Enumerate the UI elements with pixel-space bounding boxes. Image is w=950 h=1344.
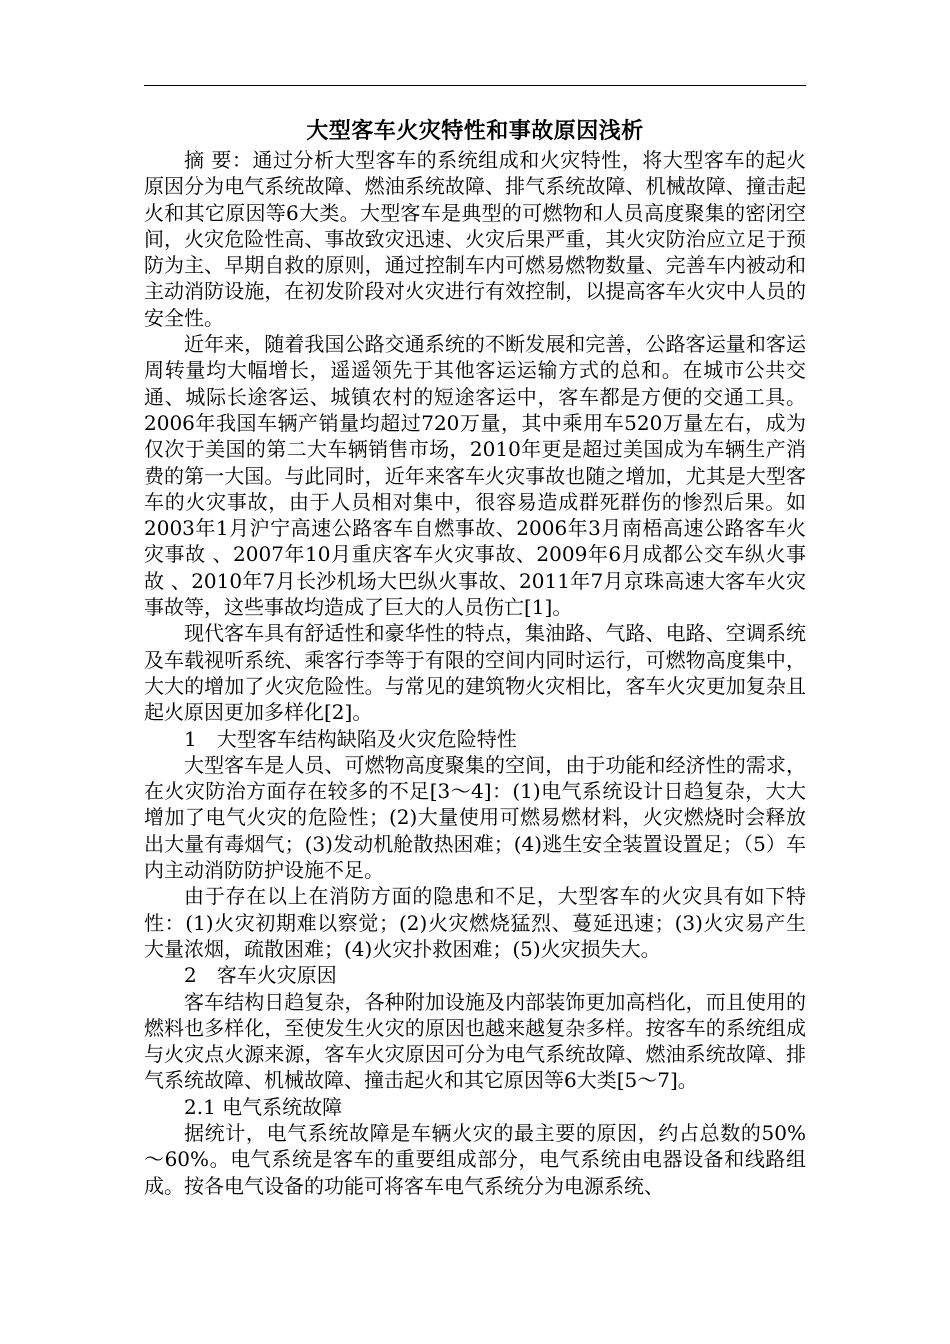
document-body bbox=[144, 117, 806, 1199]
document-title: 大型客车火灾特性和事故原因浅析 bbox=[306, 119, 644, 144]
section-1-paragraph-1: 大型客车是人员、可燃物高度聚集的空间，由于功能和经济性的需求，在火灾防治方面存在较多的不足[3～4]：(1)电气系统设计日趋复杂，大大增加了电气火灾的危险性；(2)大量使用可燃易燃材料，火灾燃烧时会释放出大量有毒烟气；(3)发动机舱散热困难；(4)逃生安全装置设置足；（5）车内主动消防防护设施不足。 bbox=[144, 752, 806, 883]
section-2-1-paragraph-1: 据统计，电气系统故障是车辆火灾的最主要的原因，约占总数的50%～60%。电气系统是客车的重要组成部分，电气系统由电器设备和线路组成。按各电气设备的功能可将客车电气系统分为电源系统、 bbox=[144, 1120, 806, 1198]
section-2-heading: 2 客车火灾原因 bbox=[184, 963, 337, 988]
intro-paragraph-2: 现代客车具有舒适性和豪华性的特点，集油路、气路、电路、空调系统及车载视听系统、乘客行李等于有限的空间内同时运行，可燃物高度集中，大大的增加了火灾危险性。与常见的建筑物火灾相比，客车火灾更加复杂且起火原因更加多样化[2]。 bbox=[144, 621, 806, 725]
section-2-1-heading: 2.1 电气系统故障 bbox=[184, 1094, 343, 1119]
abstract-paragraph: 摘 要：通过分析大型客车的系统组成和火灾特性，将大型客车的起火原因分为电气系统故障、燃油系统故障、排气系统故障、机械故障、撞击起火和其它原因等6大类。大型客车是典型的可燃物和人员高度聚集的密闭空间，火灾危险性高、事故致灾迅速、火灾后果严重，其火灾防治应立足于预防为主、早期自救的原则，通过控制车内可燃易燃物数量、完善车内被动和主动消防设施，在初发阶段对火灾进行有效控制，以提高客车火灾中人员的安全性。 bbox=[144, 148, 806, 330]
intro-paragraph-1: 近年来，随着我国公路交通系统的不断发展和完善，公路客运量和客运周转量均大幅增长，遥遥领先于其他客运运输方式的总和。在城市公共交通、城际长途客运、城镇农村的短途客运中，客车都是方便的交通工具。2006年我国车辆产销量均超过720万量，其中乘用车520万量左右，成为仅次于美国的第二大车辆销售市场，2010年更是超过美国成为车辆生产消费的第一大国。与此同时，近年来客车火灾事故也随之增加，尤其是大型客车的火灾事故，由于人员相对集中，很容易造成群死群伤的惨烈后果。如2003年1月沪宁高速公路客车自燃事故、2006年3月南梧高速公路客车火灾事故 、2007年10月重庆客车火灾事故、2009年6月成都公交车纵火事故 、2010年7月长沙机场大巴纵火事故、2011年7月京珠高速大客车火灾事故等，这些事故均造成了巨大的人员伤亡[1]。 bbox=[144, 332, 806, 620]
section-2-paragraph-1: 客车结构日趋复杂，各种附加设施及内部装饰更加高档化，而且使用的燃料也多样化，至使发生火灾的原因也越来越复杂多样。按客车的系统组成与火灾点火源来源，客车火灾原因可分为电气系统故障、燃油系统故障、排气系统故障、机械故障、撞击起火和其它原因等6大类[5～7]。 bbox=[144, 989, 806, 1093]
header-rule bbox=[144, 85, 806, 86]
section-1-paragraph-2: 由于存在以上在消防方面的隐患和不足，大型客车的火灾具有如下特性：(1)火灾初期难以察觉；(2)火灾燃烧猛烈、蔓延迅速；(3)火灾易产生大量浓烟，疏散困难；(4)火灾扑救困难；(5)火灾损失大。 bbox=[144, 884, 806, 961]
section-1-heading: 1 大型客车结构缺陷及火灾危险特性 bbox=[184, 726, 517, 751]
